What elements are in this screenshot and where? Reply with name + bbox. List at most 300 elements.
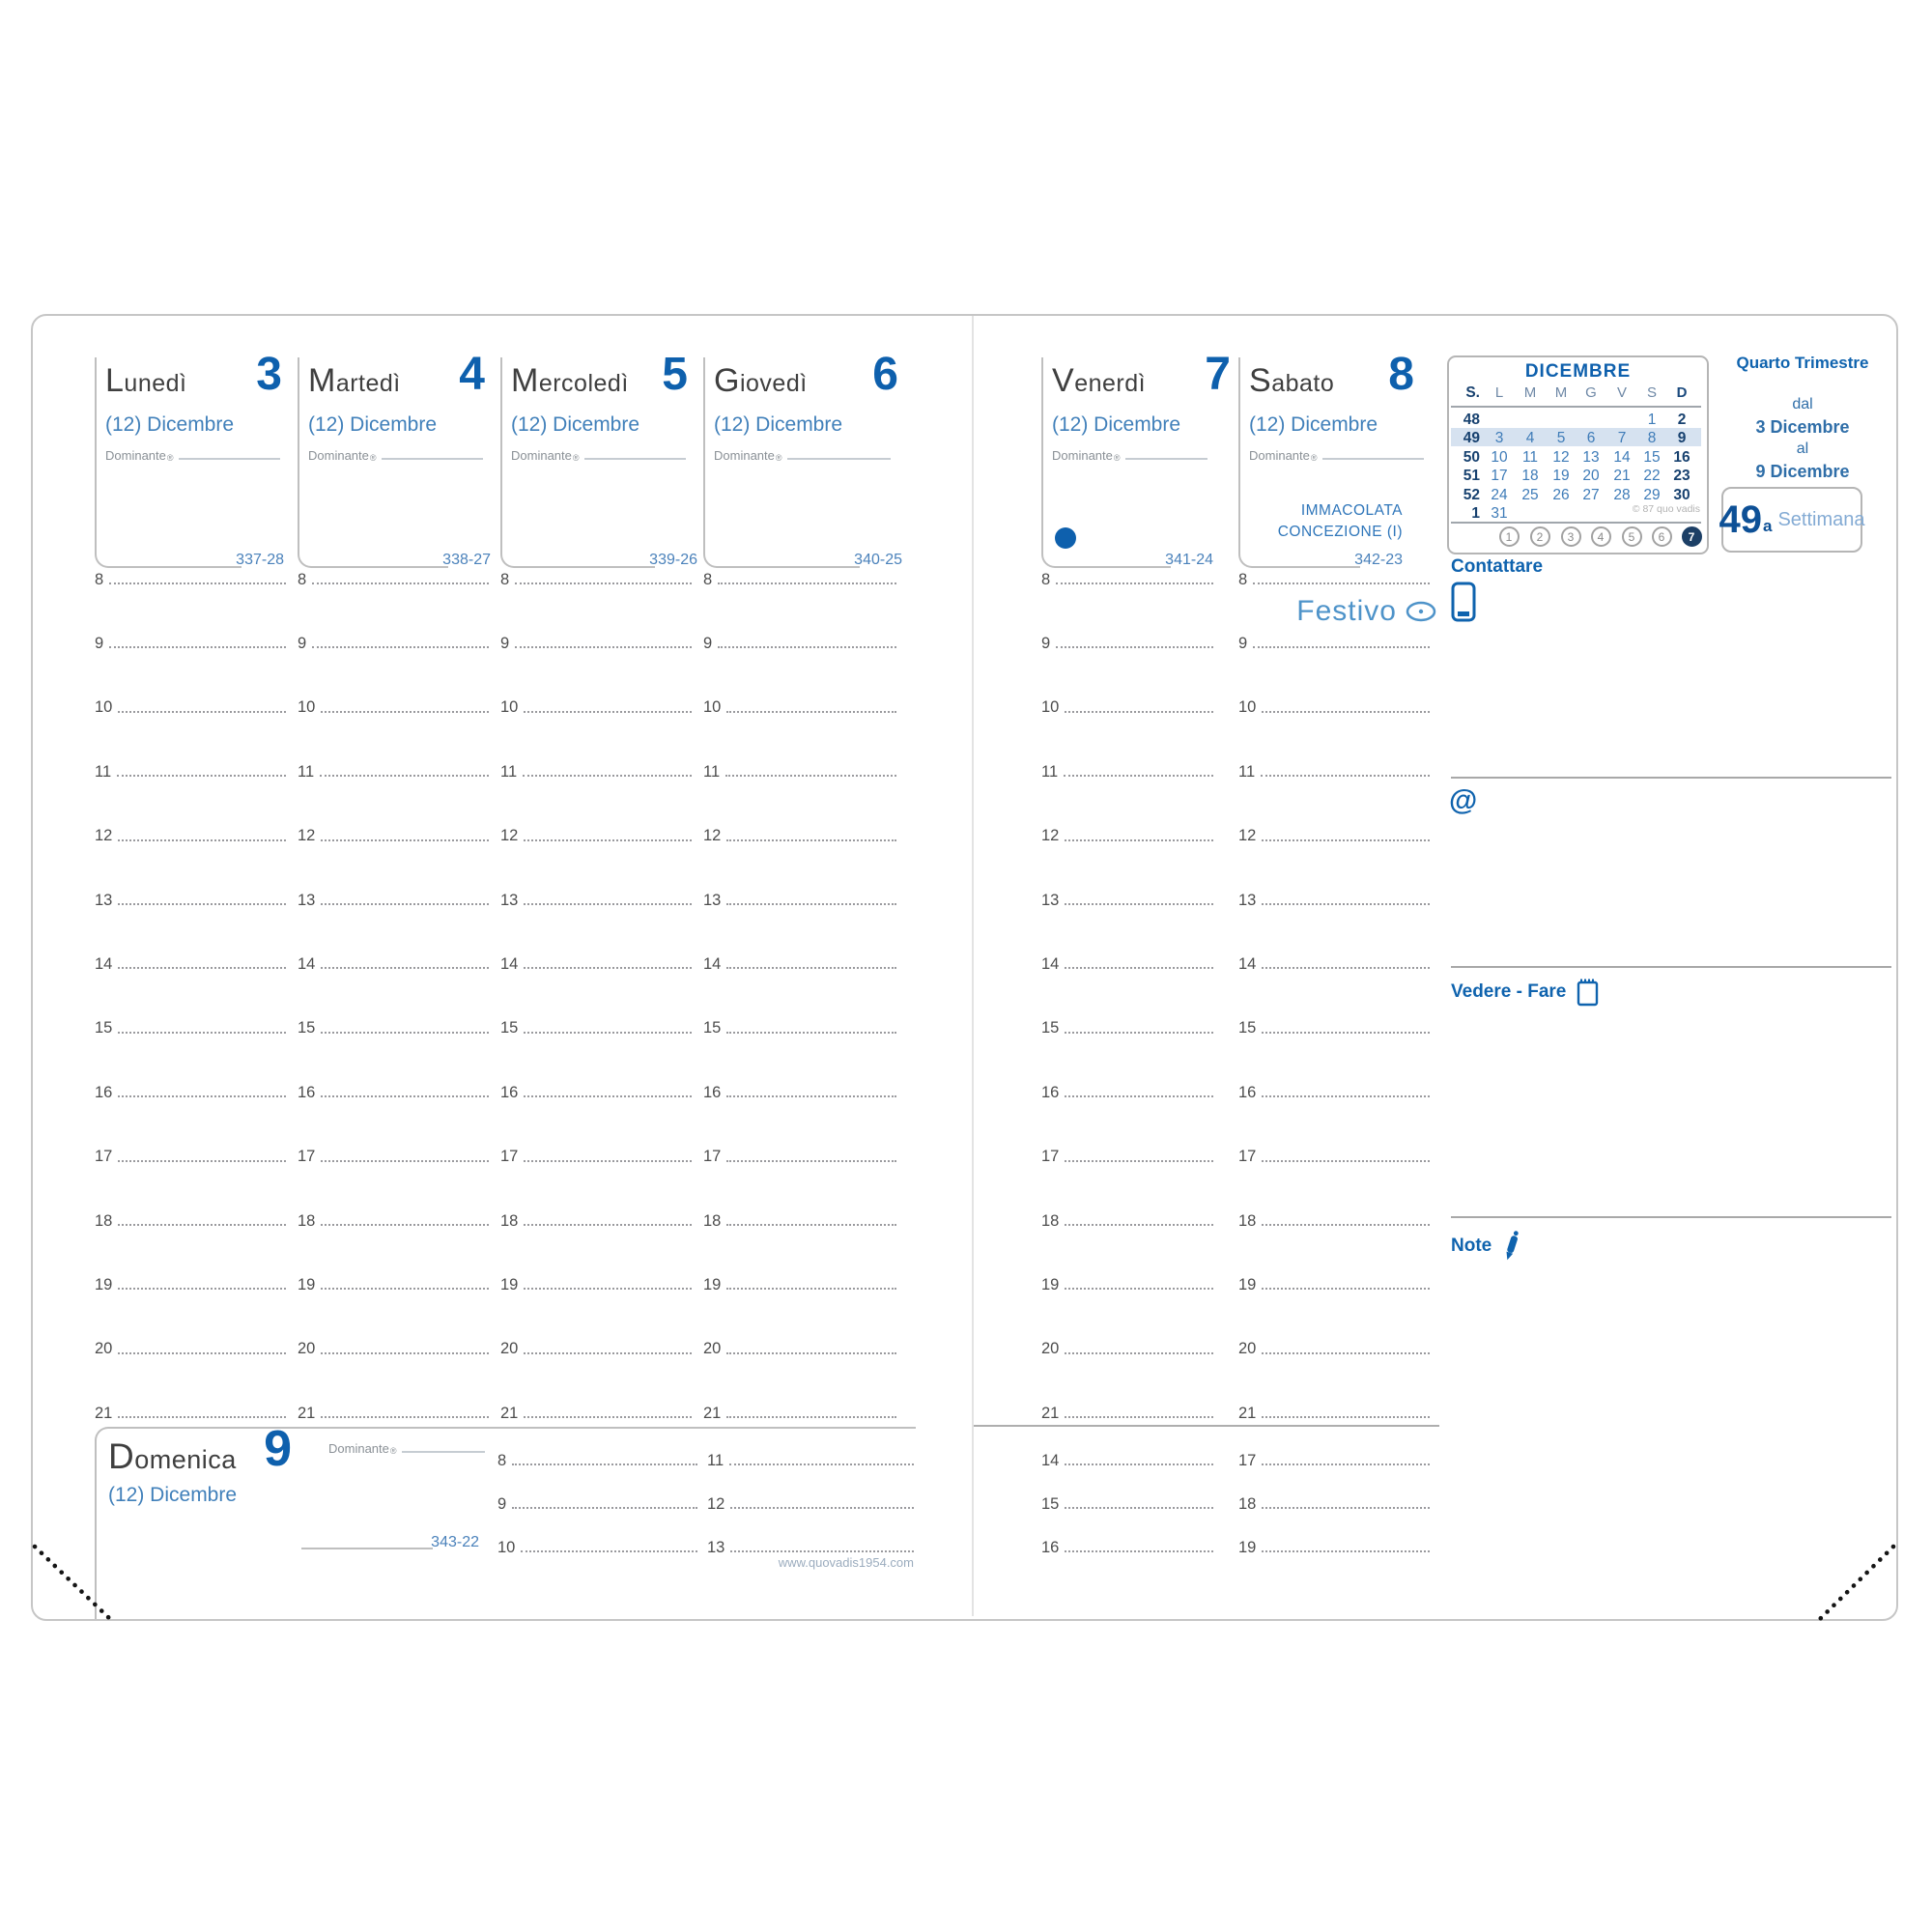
hour-writing-line bbox=[118, 839, 286, 841]
range-dal: dal bbox=[1792, 396, 1813, 412]
hour-row bbox=[1041, 952, 1213, 972]
hour-writing-line bbox=[321, 1095, 489, 1097]
day-number: 6 bbox=[872, 349, 898, 400]
hour-writing-line bbox=[1262, 903, 1430, 905]
hour-writing-line bbox=[1065, 1288, 1213, 1290]
dominante-row bbox=[328, 1441, 485, 1456]
hour-label: 19 bbox=[500, 1275, 519, 1293]
calendar-week-col-header: S. bbox=[1465, 384, 1480, 401]
dominante-row bbox=[308, 448, 483, 463]
hour-label: 10 bbox=[1041, 698, 1060, 717]
calendar-day-cell: 9 bbox=[1677, 430, 1687, 447]
calendar-day-cell: 25 bbox=[1521, 486, 1539, 503]
hour-label: 20 bbox=[500, 1340, 519, 1358]
hour-row bbox=[1041, 568, 1213, 587]
hour-writing-line bbox=[1065, 1463, 1213, 1465]
hour-row bbox=[95, 632, 286, 651]
registered-mark: ® bbox=[572, 453, 580, 463]
hour-row bbox=[1238, 1536, 1430, 1555]
hour-label: 8 bbox=[1041, 570, 1051, 588]
hour-row bbox=[500, 760, 692, 780]
calendar-day-cell: 21 bbox=[1613, 468, 1631, 485]
hour-writing-line bbox=[730, 1550, 914, 1552]
calendar-footer-day-circle: 4 bbox=[1591, 526, 1611, 547]
hour-label: 9 bbox=[1238, 634, 1248, 652]
hour-writing-line bbox=[118, 1416, 286, 1418]
hour-label: 21 bbox=[703, 1404, 722, 1422]
hour-row bbox=[1041, 1209, 1213, 1229]
day-month: (12) Dicembre bbox=[1249, 413, 1378, 436]
hour-row bbox=[1041, 1017, 1213, 1037]
hour-row bbox=[1238, 1492, 1430, 1512]
hour-label: 8 bbox=[298, 570, 307, 588]
hour-label: 18 bbox=[95, 1211, 113, 1230]
hour-row bbox=[1041, 889, 1213, 908]
hour-row bbox=[298, 568, 489, 587]
calendar-copyright: © 87 quo vadis bbox=[1632, 503, 1700, 515]
hour-row bbox=[1238, 825, 1430, 844]
hour-row bbox=[95, 1209, 286, 1229]
hour-row bbox=[703, 889, 896, 908]
hour-writing-line bbox=[109, 582, 286, 584]
registered-mark: ® bbox=[369, 453, 377, 463]
calendar-day-header: L bbox=[1494, 384, 1504, 401]
day-number: 3 bbox=[256, 349, 282, 400]
hour-writing-line bbox=[1262, 967, 1430, 969]
hour-label: 10 bbox=[1238, 698, 1257, 717]
hour-label: 18 bbox=[500, 1211, 519, 1230]
hour-row bbox=[1238, 952, 1430, 972]
hour-label: 15 bbox=[1041, 1494, 1060, 1513]
hour-row bbox=[707, 1492, 914, 1512]
contattare-label: Contattare bbox=[1451, 556, 1544, 577]
registered-mark: ® bbox=[1310, 453, 1318, 463]
hour-label: 14 bbox=[298, 954, 316, 973]
hour-writing-line bbox=[726, 1224, 896, 1226]
hour-label: 17 bbox=[298, 1148, 316, 1166]
hour-writing-line bbox=[1262, 1507, 1430, 1509]
day-code: 337-28 bbox=[236, 552, 284, 568]
hour-row bbox=[497, 1449, 697, 1468]
hour-writing-line bbox=[726, 1352, 896, 1354]
hour-writing-line bbox=[1262, 1224, 1430, 1226]
hour-writing-line bbox=[1065, 1507, 1213, 1509]
hour-writing-line bbox=[321, 1224, 489, 1226]
hour-label: 19 bbox=[703, 1275, 722, 1293]
hour-label: 18 bbox=[703, 1211, 722, 1230]
week-word: Settimana bbox=[1777, 508, 1865, 530]
hour-label: 9 bbox=[95, 634, 104, 652]
hour-label: 19 bbox=[298, 1275, 316, 1293]
calendar-day-cell: 2 bbox=[1677, 412, 1687, 428]
hour-writing-line bbox=[1065, 1352, 1213, 1354]
day-name: Giovedì bbox=[714, 362, 808, 399]
hour-label: 10 bbox=[298, 698, 316, 717]
hour-row bbox=[1238, 1402, 1430, 1421]
hour-writing-line bbox=[118, 1032, 286, 1034]
hour-row bbox=[500, 889, 692, 908]
dominante-writing-line bbox=[382, 458, 483, 460]
hour-writing-line bbox=[729, 1463, 914, 1465]
day-name: Venerdì bbox=[1052, 362, 1147, 399]
calendar-day-cell: 14 bbox=[1613, 448, 1631, 466]
hour-label: 13 bbox=[1041, 891, 1060, 909]
hour-row bbox=[707, 1536, 914, 1555]
mini-calendar bbox=[1447, 355, 1709, 554]
dominante-writing-line bbox=[787, 458, 891, 460]
hour-row bbox=[497, 1536, 697, 1555]
calendar-week-number: 51 bbox=[1463, 468, 1480, 485]
hour-label: 9 bbox=[703, 634, 713, 652]
festivo-label: Festivo bbox=[1296, 595, 1397, 627]
hour-writing-line bbox=[512, 1463, 697, 1465]
calendar-week-number: 1 bbox=[1471, 505, 1480, 522]
hour-row bbox=[1238, 1273, 1430, 1293]
dominante-row bbox=[1249, 448, 1424, 463]
hour-writing-line bbox=[321, 839, 489, 841]
hour-writing-line bbox=[1262, 711, 1430, 713]
hour-row bbox=[703, 825, 896, 844]
hour-writing-line bbox=[726, 839, 896, 841]
day-code: 341-24 bbox=[1165, 552, 1213, 568]
hour-row bbox=[95, 760, 286, 780]
week-number-box bbox=[1719, 487, 1865, 553]
festivo-oval-icon bbox=[1405, 600, 1437, 623]
hour-label: 11 bbox=[1041, 762, 1059, 781]
day-code: 340-25 bbox=[854, 552, 902, 568]
hour-row bbox=[500, 632, 692, 651]
hour-row bbox=[298, 632, 489, 651]
hour-label: 12 bbox=[1041, 827, 1060, 845]
calendar-day-cell: 26 bbox=[1552, 486, 1570, 503]
hour-row bbox=[95, 1338, 286, 1357]
hour-writing-line bbox=[320, 775, 489, 777]
hour-writing-line bbox=[726, 711, 896, 713]
range-al: al bbox=[1796, 440, 1809, 457]
range-from: 3 Dicembre bbox=[1755, 417, 1850, 437]
range-to: 9 Dicembre bbox=[1755, 462, 1850, 481]
calendar-day-cell: 8 bbox=[1647, 430, 1657, 447]
hour-writing-line bbox=[524, 1160, 692, 1162]
hour-row bbox=[500, 1209, 692, 1229]
hour-writing-line bbox=[524, 903, 692, 905]
hour-writing-line bbox=[118, 1160, 286, 1162]
hour-writing-line bbox=[321, 903, 489, 905]
registered-mark: ® bbox=[389, 1446, 397, 1456]
hour-writing-line bbox=[726, 967, 896, 969]
hour-label: 11 bbox=[298, 762, 315, 781]
hour-label: 11 bbox=[707, 1451, 724, 1469]
hour-row bbox=[703, 1273, 896, 1293]
hour-label: 9 bbox=[497, 1494, 507, 1513]
hour-writing-line bbox=[118, 903, 286, 905]
hour-label: 8 bbox=[1238, 570, 1248, 588]
calendar-day-cell: 20 bbox=[1582, 468, 1600, 485]
hour-label: 11 bbox=[95, 762, 112, 781]
calendar-day-cell: 17 bbox=[1491, 468, 1508, 485]
calendar-footer-day-circle: 7 bbox=[1682, 526, 1702, 547]
hour-label: 20 bbox=[298, 1340, 316, 1358]
hour-writing-line bbox=[118, 711, 286, 713]
day-number: 4 bbox=[459, 349, 485, 400]
calendar-day-header: M bbox=[1554, 384, 1568, 401]
hour-writing-line bbox=[321, 1032, 489, 1034]
hour-label: 17 bbox=[703, 1148, 722, 1166]
hour-writing-line bbox=[1261, 775, 1430, 777]
section-contattare bbox=[1451, 556, 1543, 578]
hour-row bbox=[95, 1273, 286, 1293]
hour-writing-line bbox=[726, 1032, 896, 1034]
hour-label: 15 bbox=[1041, 1019, 1060, 1037]
hour-label: 11 bbox=[500, 762, 518, 781]
hour-writing-line bbox=[726, 903, 896, 905]
hour-row bbox=[703, 952, 896, 972]
hour-label: 18 bbox=[1041, 1211, 1060, 1230]
website-url: www.quovadis1954.com bbox=[778, 1555, 914, 1570]
hour-writing-line bbox=[515, 646, 692, 648]
hour-row bbox=[1041, 1081, 1213, 1100]
hour-writing-line bbox=[524, 1352, 692, 1354]
calendar-day-cell: 4 bbox=[1525, 430, 1535, 447]
calendar-week-number: 50 bbox=[1463, 448, 1480, 466]
hour-writing-line bbox=[1065, 1160, 1213, 1162]
calendar-day-cell: 10 bbox=[1491, 448, 1508, 466]
hour-label: 19 bbox=[1238, 1538, 1257, 1556]
hour-label: 13 bbox=[95, 891, 113, 909]
hour-writing-line bbox=[1065, 1416, 1213, 1418]
registered-mark: ® bbox=[1113, 453, 1121, 463]
hour-row bbox=[95, 1017, 286, 1037]
calendar-day-header: S bbox=[1646, 384, 1657, 401]
hour-writing-line bbox=[321, 1160, 489, 1162]
dominante-writing-line bbox=[584, 458, 686, 460]
hour-row bbox=[500, 1017, 692, 1037]
dominante-label: Dominante bbox=[328, 1441, 389, 1456]
hour-row bbox=[298, 1209, 489, 1229]
hour-label: 20 bbox=[1238, 1340, 1257, 1358]
hour-writing-line bbox=[524, 1032, 692, 1034]
sidebar-divider-3 bbox=[1451, 1216, 1891, 1218]
hour-writing-line bbox=[524, 1288, 692, 1290]
hour-label: 13 bbox=[500, 891, 519, 909]
hour-label: 19 bbox=[1041, 1275, 1060, 1293]
hour-writing-line bbox=[1253, 582, 1430, 584]
day-code: 339-26 bbox=[649, 552, 697, 568]
hour-label: 16 bbox=[703, 1083, 722, 1101]
hour-label: 16 bbox=[95, 1083, 113, 1101]
hour-row bbox=[95, 568, 286, 587]
day-code: 342-23 bbox=[1354, 552, 1403, 568]
calendar-footer-day-circle: 1 bbox=[1499, 526, 1520, 547]
day-month: (12) Dicembre bbox=[108, 1484, 238, 1506]
hour-writing-line bbox=[1253, 646, 1430, 648]
week-number-suffix: a bbox=[1762, 517, 1773, 535]
hour-writing-line bbox=[321, 1416, 489, 1418]
hour-writing-line bbox=[524, 1224, 692, 1226]
phone-icon bbox=[1451, 582, 1476, 622]
hour-row bbox=[500, 1273, 692, 1293]
hour-grid-separator bbox=[974, 1425, 1439, 1427]
hour-label: 21 bbox=[500, 1404, 519, 1422]
hour-writing-line bbox=[726, 1095, 896, 1097]
calendar-day-cell: 27 bbox=[1582, 486, 1600, 503]
hour-writing-line bbox=[118, 967, 286, 969]
hour-row bbox=[1238, 696, 1430, 716]
hour-writing-line bbox=[321, 967, 489, 969]
hour-row bbox=[95, 1081, 286, 1100]
calendar-day-cell: 3 bbox=[1494, 430, 1504, 447]
calendar-footer-day-circle: 5 bbox=[1622, 526, 1642, 547]
hour-row bbox=[95, 1146, 286, 1165]
day-number: 5 bbox=[662, 349, 688, 400]
pen-icon bbox=[1501, 1229, 1522, 1264]
hour-row bbox=[703, 696, 896, 716]
hour-label: 21 bbox=[298, 1404, 316, 1422]
hour-label: 12 bbox=[298, 827, 316, 845]
dominante-row bbox=[105, 448, 280, 463]
hour-label: 21 bbox=[1238, 1404, 1257, 1422]
hour-row bbox=[1041, 1146, 1213, 1165]
hour-writing-line bbox=[512, 1507, 697, 1509]
hour-row bbox=[95, 1402, 286, 1421]
hour-row bbox=[703, 1338, 896, 1357]
hour-label: 12 bbox=[1238, 827, 1257, 845]
hour-label: 14 bbox=[1041, 954, 1060, 973]
calendar-day-header: D bbox=[1676, 384, 1688, 401]
dominante-writing-line bbox=[179, 458, 280, 460]
hour-label: 15 bbox=[298, 1019, 316, 1037]
holiday-line1: IMMACOLATA bbox=[1300, 502, 1403, 519]
hour-row bbox=[1238, 1017, 1430, 1037]
hour-row bbox=[703, 1081, 896, 1100]
calendar-footer-line bbox=[1451, 522, 1701, 524]
day-number: 8 bbox=[1388, 349, 1414, 400]
hour-writing-line bbox=[118, 1095, 286, 1097]
day-number: 7 bbox=[1205, 349, 1231, 400]
hour-label: 15 bbox=[703, 1019, 722, 1037]
hour-writing-line bbox=[524, 1416, 692, 1418]
hour-writing-line bbox=[726, 1160, 896, 1162]
day-code: 343-22 bbox=[431, 1534, 479, 1550]
hour-row bbox=[95, 889, 286, 908]
hour-label: 18 bbox=[1238, 1494, 1257, 1513]
day-number: 9 bbox=[264, 1421, 292, 1477]
hour-row bbox=[1041, 1536, 1213, 1555]
hour-label: 9 bbox=[298, 634, 307, 652]
hour-writing-line bbox=[1262, 1288, 1430, 1290]
hour-row bbox=[1041, 1449, 1213, 1468]
calendar-day-cell: 5 bbox=[1556, 430, 1566, 447]
day-month: (12) Dicembre bbox=[308, 413, 438, 436]
hour-writing-line bbox=[1065, 903, 1213, 905]
day-month: (12) Dicembre bbox=[714, 413, 843, 436]
calendar-day-cell: 28 bbox=[1613, 486, 1631, 503]
calendar-footer-day-circle: 6 bbox=[1652, 526, 1672, 547]
hour-label: 16 bbox=[1041, 1538, 1060, 1556]
hour-row bbox=[500, 1146, 692, 1165]
hour-label: 8 bbox=[703, 570, 713, 588]
hour-row bbox=[500, 1402, 692, 1421]
calendar-day-cell: 31 bbox=[1491, 505, 1508, 522]
hour-label: 16 bbox=[500, 1083, 519, 1101]
hour-label: 18 bbox=[1238, 1211, 1257, 1230]
dominante-row bbox=[511, 448, 686, 463]
hour-label: 13 bbox=[1238, 891, 1257, 909]
hour-label: 14 bbox=[95, 954, 113, 973]
hour-label: 8 bbox=[500, 570, 510, 588]
hour-label: 17 bbox=[500, 1148, 519, 1166]
hour-label: 17 bbox=[95, 1148, 113, 1166]
hour-label: 14 bbox=[500, 954, 519, 973]
hour-row bbox=[1238, 1146, 1430, 1165]
hour-writing-line bbox=[118, 1288, 286, 1290]
hour-writing-line bbox=[1262, 1416, 1430, 1418]
hour-writing-line bbox=[1262, 1160, 1430, 1162]
hour-row bbox=[298, 1017, 489, 1037]
hour-writing-line bbox=[1262, 1095, 1430, 1097]
calendar-title: DICEMBRE bbox=[1524, 361, 1632, 382]
hour-writing-line bbox=[1065, 839, 1213, 841]
hour-label: 13 bbox=[707, 1538, 725, 1556]
hour-writing-line bbox=[312, 646, 489, 648]
hour-row bbox=[500, 825, 692, 844]
hour-writing-line bbox=[118, 1352, 286, 1354]
calendar-day-cell: 12 bbox=[1552, 448, 1570, 466]
hour-writing-line bbox=[521, 1550, 697, 1552]
trimester-title: Quarto Trimestre bbox=[1736, 354, 1869, 372]
hour-writing-line bbox=[117, 775, 286, 777]
hour-label: 14 bbox=[703, 954, 722, 973]
hour-label: 12 bbox=[95, 827, 113, 845]
hour-label: 14 bbox=[1238, 954, 1257, 973]
hour-writing-line bbox=[730, 1507, 914, 1509]
hour-row bbox=[1238, 568, 1430, 587]
calendar-day-header: G bbox=[1585, 384, 1597, 401]
hour-row bbox=[500, 1338, 692, 1357]
hour-writing-line bbox=[524, 967, 692, 969]
hour-row bbox=[1238, 760, 1430, 780]
hour-writing-line bbox=[321, 1288, 489, 1290]
calendar-day-header: M bbox=[1523, 384, 1537, 401]
hour-row bbox=[500, 568, 692, 587]
hour-label: 13 bbox=[298, 891, 316, 909]
hour-label: 19 bbox=[95, 1275, 113, 1293]
hour-writing-line bbox=[1065, 1032, 1213, 1034]
hour-label: 10 bbox=[703, 698, 722, 717]
hour-row bbox=[298, 889, 489, 908]
hour-writing-line bbox=[1064, 775, 1213, 777]
hour-writing-line bbox=[321, 711, 489, 713]
hour-writing-line bbox=[312, 582, 489, 584]
hour-label: 20 bbox=[703, 1340, 722, 1358]
dominante-label: Dominante bbox=[105, 448, 166, 463]
hour-writing-line bbox=[1065, 967, 1213, 969]
hour-row bbox=[298, 760, 489, 780]
hour-writing-line bbox=[321, 1352, 489, 1354]
hour-row bbox=[500, 696, 692, 716]
hour-row bbox=[1238, 1209, 1430, 1229]
hour-row bbox=[1041, 1402, 1213, 1421]
hour-row bbox=[1041, 1273, 1213, 1293]
hour-writing-line bbox=[1065, 1224, 1213, 1226]
hour-label: 17 bbox=[1238, 1148, 1257, 1166]
hour-row bbox=[1238, 632, 1430, 651]
calendar-day-cell: 30 bbox=[1673, 486, 1690, 503]
hour-writing-line bbox=[1065, 1550, 1213, 1552]
hour-label: 15 bbox=[95, 1019, 113, 1037]
hour-label: 16 bbox=[298, 1083, 316, 1101]
hour-label: 10 bbox=[497, 1538, 516, 1556]
